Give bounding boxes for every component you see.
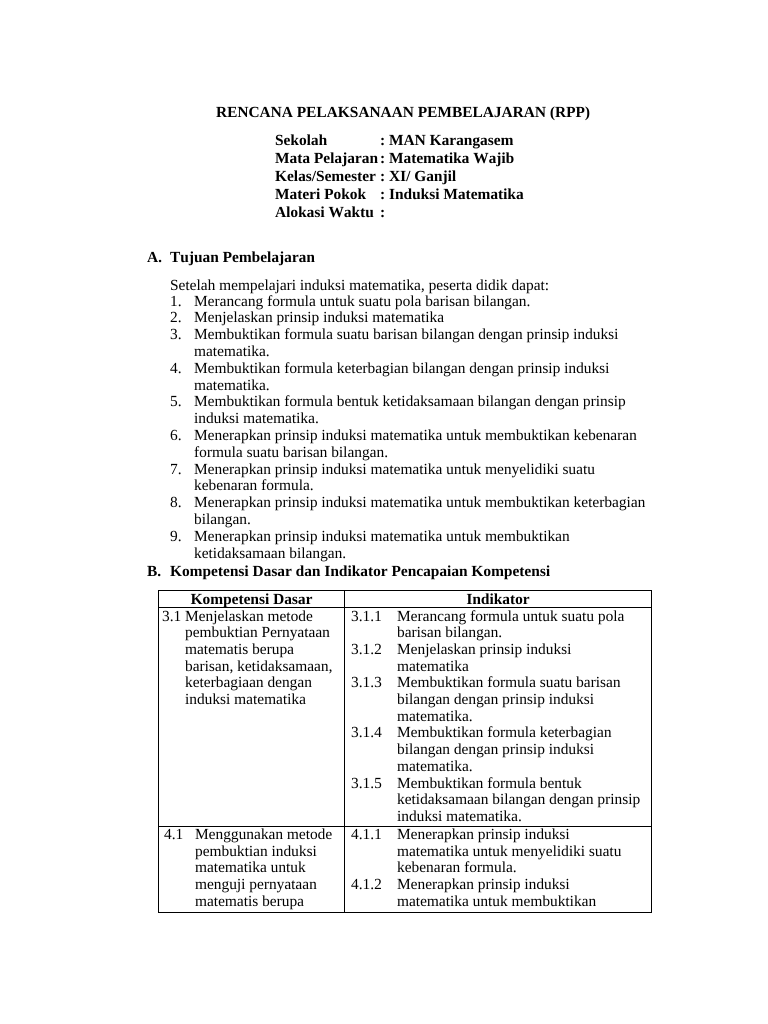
info-row-materi-pokok — [275, 186, 524, 204]
indicator-item — [351, 877, 643, 910]
list-item — [170, 294, 652, 311]
list-item-number: 6. — [170, 426, 182, 444]
info-row-mata-pelajaran — [275, 150, 524, 168]
list-item-number: 1. — [170, 292, 182, 310]
list-item-text: Menerapkan prinsip induksi matematika untuk membuktikan kebenaran formula suatu barisan bilangan. — [194, 426, 637, 461]
section-letter: A. — [147, 248, 162, 266]
section-title: Kompetensi Dasar dan Indikator Pencapaian Kompetensi — [170, 562, 551, 580]
table-header-kompetensi-dasar: Kompetensi Dasar — [190, 590, 313, 608]
identity-block — [275, 132, 524, 222]
indicator-number: 4.1.1 — [351, 826, 382, 843]
list-item-number: 5. — [170, 393, 182, 411]
info-separator: : — [380, 150, 386, 167]
list-item-number: 3. — [170, 326, 182, 344]
info-separator: : — [380, 186, 386, 203]
list-item — [170, 428, 652, 462]
info-row-alokasi-waktu — [275, 204, 524, 222]
list-item-number: 7. — [170, 460, 182, 478]
list-item-text: Menerapkan prinsip induksi matematika untuk menyelidiki suatu kebenaran formula. — [194, 460, 595, 495]
table-header-indikator: Indikator — [466, 590, 530, 608]
info-value: MAN Karangasem — [389, 132, 514, 149]
indicator-number: 3.1.5 — [351, 774, 382, 792]
info-row-kelas-semester — [275, 168, 524, 186]
table-cell-indicators — [351, 609, 643, 826]
objectives-intro: Setelah mempelajari induksi matematika, peserta didik dapat: — [170, 276, 550, 294]
list-item-text: Membuktikan formula suatu barisan bilangan dengan prinsip induksi matematika. — [194, 326, 619, 360]
indicator-text: Menjelaskan prinsip induksi matematika — [397, 640, 572, 675]
info-separator: : — [380, 132, 386, 149]
list-item-text: Menerapkan prinsip induksi matematika untuk membuktikan ketidaksamaan bilangan. — [194, 527, 570, 562]
section-a-heading — [147, 250, 315, 267]
section-letter: B. — [147, 562, 162, 580]
indicator-number: 3.1.2 — [351, 640, 382, 658]
info-separator: : — [380, 168, 386, 185]
indicator-text: Menerapkan prinsip induksi matematika untuk membuktikan — [397, 876, 597, 910]
info-value: Induksi Matematika — [389, 186, 524, 203]
indicator-item — [351, 776, 643, 826]
table-cell-kd — [164, 827, 341, 911]
kd-number: 3.1 — [162, 607, 182, 625]
list-item-text: Membuktikan formula keterbagian bilangan dengan prinsip induksi matematika. — [194, 359, 610, 394]
table-cell-kd — [162, 609, 339, 709]
indicator-text: Menerapkan prinsip induksi matematika untuk menyelidiki suatu kebenaran formula. — [397, 826, 622, 877]
info-label: Alokasi Waktu — [275, 204, 374, 221]
kd-text: Menggunakan metode pembuktian induksi matematika untuk menguji pernyataan matematis berupa — [195, 826, 333, 910]
info-label: Materi Pokok — [275, 186, 367, 203]
section-b-heading — [147, 564, 550, 581]
list-item-text: Menjelaskan prinsip induksi matematika — [194, 309, 445, 327]
list-item — [170, 529, 652, 563]
table-column-divider — [344, 591, 345, 912]
indicator-item — [351, 642, 643, 675]
indicator-item — [351, 609, 643, 642]
info-separator: : — [380, 204, 386, 221]
objectives-list — [170, 294, 652, 563]
indicator-text: Membuktikan formula suatu barisan bilangan dengan prinsip induksi matematika. — [397, 674, 621, 725]
indicator-text: Membuktikan formula bentuk ketidaksamaan bilangan dengan prinsip induksi matematika. — [397, 774, 641, 825]
list-item-number: 9. — [170, 527, 182, 545]
list-item-text: Membuktikan formula bentuk ketidaksamaan bilangan dengan prinsip induksi matematika. — [194, 393, 626, 428]
document-title: RENCANA PELAKSANAAN PEMBELAJARAN (RPP) — [215, 103, 591, 121]
info-value: XI/ Ganjil — [389, 168, 457, 185]
list-item — [170, 310, 652, 327]
list-item — [170, 361, 652, 395]
info-label: Kelas/Semester — [275, 168, 376, 185]
kd-text: Menjelaskan metode pembuktian Pernyataan matematis berupa barisan, ketidaksamaan, keterbagiaan dengan induksi matematika — [185, 607, 333, 709]
info-value: Matematika Wajib — [389, 150, 515, 167]
info-label: Mata Pelajaran — [275, 150, 378, 167]
indicator-number: 4.1.2 — [351, 876, 382, 894]
competency-table — [158, 590, 652, 913]
indicator-number: 3.1.4 — [351, 724, 382, 742]
section-title: Tujuan Pembelajaran — [170, 248, 315, 266]
indicator-number: 3.1.3 — [351, 674, 382, 692]
info-row-sekolah — [275, 132, 524, 150]
list-item — [170, 327, 652, 361]
indicator-text: Merancang formula untuk suatu pola barisan bilangan. — [397, 607, 625, 642]
indicator-item — [351, 725, 643, 775]
list-item-text: Merancang formula untuk suatu pola barisan bilangan. — [194, 292, 531, 310]
list-item-number: 4. — [170, 359, 182, 377]
list-item-text: Menerapkan prinsip induksi matematika untuk membuktikan keterbagian bilangan. — [194, 494, 646, 528]
kd-number: 4.1 — [164, 826, 184, 843]
table-cell-indicators — [351, 827, 643, 911]
list-item — [170, 495, 652, 529]
info-label: Sekolah — [275, 132, 328, 149]
list-item — [170, 394, 652, 428]
indicator-number: 3.1.1 — [351, 607, 382, 625]
indicator-item — [351, 827, 643, 877]
list-item — [170, 462, 652, 496]
list-item-number: 8. — [170, 494, 182, 512]
indicator-text: Membuktikan formula keterbagian bilangan dengan prinsip induksi matematika. — [397, 724, 612, 775]
list-item-number: 2. — [170, 309, 182, 327]
indicator-item — [351, 675, 643, 725]
